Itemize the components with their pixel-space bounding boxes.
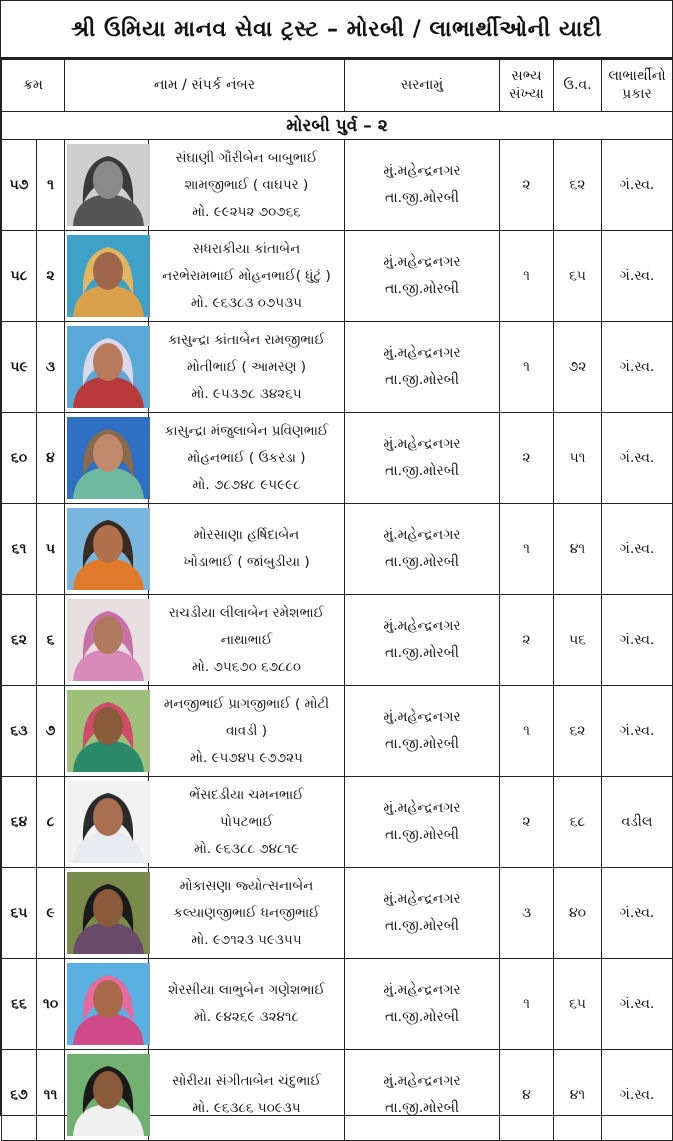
address-line: મું.મહેન્દ્રનગર <box>383 709 461 725</box>
name-contact <box>149 504 345 595</box>
name-line: મોરસાણા હર્ષિદાબેન <box>193 527 300 543</box>
table-row <box>2 777 673 868</box>
header-address: સરનામું <box>345 60 500 112</box>
table-row <box>2 322 673 413</box>
address-line: તા.જી.મોરબી <box>384 463 460 479</box>
name-contact <box>149 777 345 868</box>
photo-cell <box>65 777 149 868</box>
photo-cell <box>65 595 149 686</box>
name-line: મો. ૯૬૩૮૬ ૫૦૯૩૫ <box>192 1100 301 1116</box>
address-line: મું.મહેન્દ્રનગર <box>383 800 461 816</box>
serial-number: ૬૬ <box>2 959 37 1050</box>
sub-number: ૫ <box>37 504 65 595</box>
address-line: મું.મહેન્દ્રનગર <box>383 891 461 907</box>
name-line: પોપટભાઈ <box>219 813 274 830</box>
photo-cell <box>65 231 149 322</box>
member-count: ૧ <box>500 959 554 1050</box>
name-line: મો. ૯૬૩૮૩ ૦૭૫૩૫ <box>191 294 302 311</box>
name-line: મો. ૯૯૨૫૨ ૭૦૭૬૬ <box>192 203 301 220</box>
name-contact <box>149 868 345 959</box>
beneficiary-type: ગં.સ્વ. <box>602 1050 673 1141</box>
portrait-photo <box>67 144 150 226</box>
name-line: કલ્યાણજીભાઈ ધનજીભાઈ <box>173 904 320 921</box>
portrait-photo <box>67 599 150 681</box>
name-line: નાથાભાઈ <box>220 631 273 648</box>
address-line: તા.જી.મોરબી <box>384 554 460 570</box>
name-line: મો. ૭૫૬૭૦ ૬૭૮૮૦ <box>191 658 302 675</box>
address <box>345 231 500 322</box>
header-type: લાભાર્થીનો પ્રકાર <box>602 60 673 112</box>
sub-number: ૭ <box>37 686 65 777</box>
beneficiary-type: વડીલ <box>602 777 673 868</box>
name-contact <box>149 959 345 1050</box>
address <box>345 322 500 413</box>
photo-cell <box>65 140 149 231</box>
sub-number: ૧૦ <box>37 959 65 1050</box>
address-line: મું.મહેન્દ્રનગર <box>383 254 461 270</box>
photo-cell <box>65 1050 149 1141</box>
serial-number: ૫૭ <box>2 140 37 231</box>
age: ૪૧ <box>554 504 602 595</box>
name-contact <box>149 140 345 231</box>
header-serial: ક્રમ <box>2 60 65 112</box>
header-age: ઉ.વ. <box>554 60 602 112</box>
address <box>345 413 500 504</box>
name-line: વાવડી ) <box>226 722 267 739</box>
photo-cell <box>65 959 149 1050</box>
member-count: ૨ <box>500 413 554 504</box>
name-line: શામજીભાઈ ( વાઘપર ) <box>184 176 309 193</box>
table-row <box>2 868 673 959</box>
name-line: સોરીયા સંગીતાબેન ચંદુભાઈ <box>172 1073 321 1089</box>
age: ૪૦ <box>554 868 602 959</box>
address-line: મું.મહેન્દ્રનગર <box>383 982 461 998</box>
name-line: સધરાકીયા કાંતાબેન <box>192 240 301 257</box>
header-name: નામ / સંપર્ક નંબર <box>65 60 345 112</box>
age: ૬૫ <box>554 231 602 322</box>
photo-cell <box>65 686 149 777</box>
name-line: મનજીભાઈ પ્રાગજીભાઈ ( મોટી <box>163 695 330 712</box>
address-line: તા.જી.મોરબી <box>384 918 460 934</box>
beneficiary-type: ગં.સ્વ. <box>602 959 673 1050</box>
name-contact <box>149 1050 345 1141</box>
header-members: સભ્ય સંખ્યા <box>500 60 554 112</box>
portrait-photo <box>67 326 150 408</box>
beneficiary-type: ગં.સ્વ. <box>602 231 673 322</box>
name-line: મો. ૯૫૭૪૫ ૯૭૭૨૫ <box>190 749 303 766</box>
name-line: સંઘાણી ગૌરીબેન બાબુભાઈ <box>175 149 318 166</box>
header-row <box>2 60 673 112</box>
name-line: રાચડીયા લીલાબેન રમેશભાઈ <box>168 604 325 621</box>
photo-cell <box>65 868 149 959</box>
member-count: ૪ <box>500 1050 554 1141</box>
address <box>345 504 500 595</box>
member-count: ૨ <box>500 595 554 686</box>
page-title: શ્રી ઉમિયા માનવ સેવા ટ્રસ્ટ – મોરબી / લાભાર્થીઓની યાદી <box>1 1 672 59</box>
name-contact <box>149 595 345 686</box>
photo-cell <box>65 413 149 504</box>
member-count: ૧ <box>500 686 554 777</box>
serial-number: ૫૯ <box>2 322 37 413</box>
sub-number: ૯ <box>37 868 65 959</box>
address-line: તા.જી.મોરબી <box>384 736 460 752</box>
table-row <box>2 959 673 1050</box>
name-line: મો. ૯૪૨૬૯ ૩૨૪૧૮ <box>194 1009 299 1025</box>
name-line: ખોડાભાઈ ( જાંબુડીયા ) <box>183 554 310 570</box>
age: ૬૮ <box>554 777 602 868</box>
beneficiary-type: ગં.સ્વ. <box>602 413 673 504</box>
portrait-photo <box>67 781 150 863</box>
group-label: મોરબી પુર્વ – ૨ <box>2 112 673 140</box>
member-count: ૩ <box>500 868 554 959</box>
portrait-photo <box>67 508 150 590</box>
beneficiary-type: ગં.સ્વ. <box>602 868 673 959</box>
age: ૫૧ <box>554 413 602 504</box>
name-line: મોકાસણા જ્યોત્સનાબેન <box>179 877 314 894</box>
table-row <box>2 140 673 231</box>
table-row <box>2 595 673 686</box>
serial-number: ૫૮ <box>2 231 37 322</box>
name-line: મો. ૯૬૩૮૮ ૭૪૮૧૯ <box>194 840 299 857</box>
address-line: મું.મહેન્દ્રનગર <box>383 527 461 543</box>
name-contact <box>149 686 345 777</box>
name-line: નરભેરામભાઈ મોહનભાઈ( ધુંટું ) <box>162 267 331 284</box>
table-row <box>2 1050 673 1141</box>
address <box>345 868 500 959</box>
table-row <box>2 686 673 777</box>
address-line: મું.મહેન્દ્રનગર <box>383 1073 461 1089</box>
name-contact <box>149 322 345 413</box>
portrait-photo <box>67 417 150 499</box>
serial-number: ૬૪ <box>2 777 37 868</box>
sub-number: ૨ <box>37 231 65 322</box>
address-line: તા.જી.મોરબી <box>384 1009 460 1025</box>
sub-number: ૧૧ <box>37 1050 65 1141</box>
age: ૭૨ <box>554 322 602 413</box>
address-line: તા.જી.મોરબી <box>384 827 460 843</box>
age: ૬૨ <box>554 686 602 777</box>
beneficiary-type: ગં.સ્વ. <box>602 322 673 413</box>
serial-number: ૬૫ <box>2 868 37 959</box>
sub-number: ૪ <box>37 413 65 504</box>
age: ૪૧ <box>554 1050 602 1141</box>
address-line: તા.જી.મોરબી <box>384 1100 460 1116</box>
age: ૬૨ <box>554 140 602 231</box>
address-line: મું.મહેન્દ્રનગર <box>383 163 461 179</box>
address-line: મું.મહેન્દ્રનગર <box>383 345 461 361</box>
beneficiary-type: ગં.સ્વ. <box>602 504 673 595</box>
name-line: મોતીભાઈ ( આમરણ ) <box>186 358 307 375</box>
address <box>345 595 500 686</box>
name-line: મોહનભાઈ ( ઉકરડા ) <box>187 449 306 466</box>
photo-cell <box>65 322 149 413</box>
sub-number: ૧ <box>37 140 65 231</box>
name-line: કાસુન્દ્રા મંજુલાબેન પ્રવિણભાઈ <box>164 422 329 439</box>
address <box>345 959 500 1050</box>
address-line: તા.જી.મોરબી <box>384 645 460 661</box>
member-count: ૨ <box>500 777 554 868</box>
serial-number: ૬૭ <box>2 1050 37 1141</box>
name-line: કાસુન્દ્રા કાંતાબેન રામજીભાઈ <box>168 331 325 348</box>
address-line: તા.જી.મોરબી <box>384 190 460 206</box>
age: ૫૬ <box>554 595 602 686</box>
address <box>345 140 500 231</box>
group-row <box>2 112 673 140</box>
table-row <box>2 504 673 595</box>
beneficiary-type: ગં.સ્વ. <box>602 686 673 777</box>
address-line: તા.જી.મોરબી <box>384 281 460 297</box>
address-line: મું.મહેન્દ્રનગર <box>383 618 461 634</box>
name-line: મો. ૭૮૭૪૮ ૯૫૯૯૮ <box>192 476 301 493</box>
sub-number: ૬ <box>37 595 65 686</box>
portrait-photo <box>67 963 150 1045</box>
serial-number: ૬૨ <box>2 595 37 686</box>
serial-number: ૬૧ <box>2 504 37 595</box>
beneficiary-table <box>1 59 673 1141</box>
table-row <box>2 413 673 504</box>
address-line: તા.જી.મોરબી <box>384 372 460 388</box>
name-contact <box>149 231 345 322</box>
portrait-photo <box>67 872 150 954</box>
address <box>345 1050 500 1141</box>
name-line: શેરસીયા લાભુબેન ગણેશભાઈ <box>168 982 325 998</box>
serial-number: ૬૦ <box>2 413 37 504</box>
beneficiary-type: ગં.સ્વ. <box>602 595 673 686</box>
address <box>345 686 500 777</box>
age: ૬૫ <box>554 959 602 1050</box>
sub-number: ૩ <box>37 322 65 413</box>
portrait-photo <box>67 1054 150 1136</box>
serial-number: ૬૩ <box>2 686 37 777</box>
name-line: ભેંસદડીયા ચમનભાઈ <box>189 786 304 803</box>
address-line: મું.મહેન્દ્રનગર <box>383 436 461 452</box>
member-count: ૧ <box>500 231 554 322</box>
sub-number: ૮ <box>37 777 65 868</box>
name-line: મો. ૯૫૩૭૮ ૩૪૨૬૫ <box>191 385 302 402</box>
name-contact <box>149 413 345 504</box>
portrait-photo <box>67 690 150 772</box>
portrait-photo <box>67 235 150 317</box>
photo-cell <box>65 504 149 595</box>
member-count: ૧ <box>500 322 554 413</box>
address <box>345 777 500 868</box>
beneficiary-type: ગં.સ્વ. <box>602 140 673 231</box>
member-count: ૧ <box>500 504 554 595</box>
table-row <box>2 231 673 322</box>
member-count: ૨ <box>500 140 554 231</box>
name-line: મો. ૯૭૧૨૩ ૫૯૩૫૫ <box>191 931 302 948</box>
